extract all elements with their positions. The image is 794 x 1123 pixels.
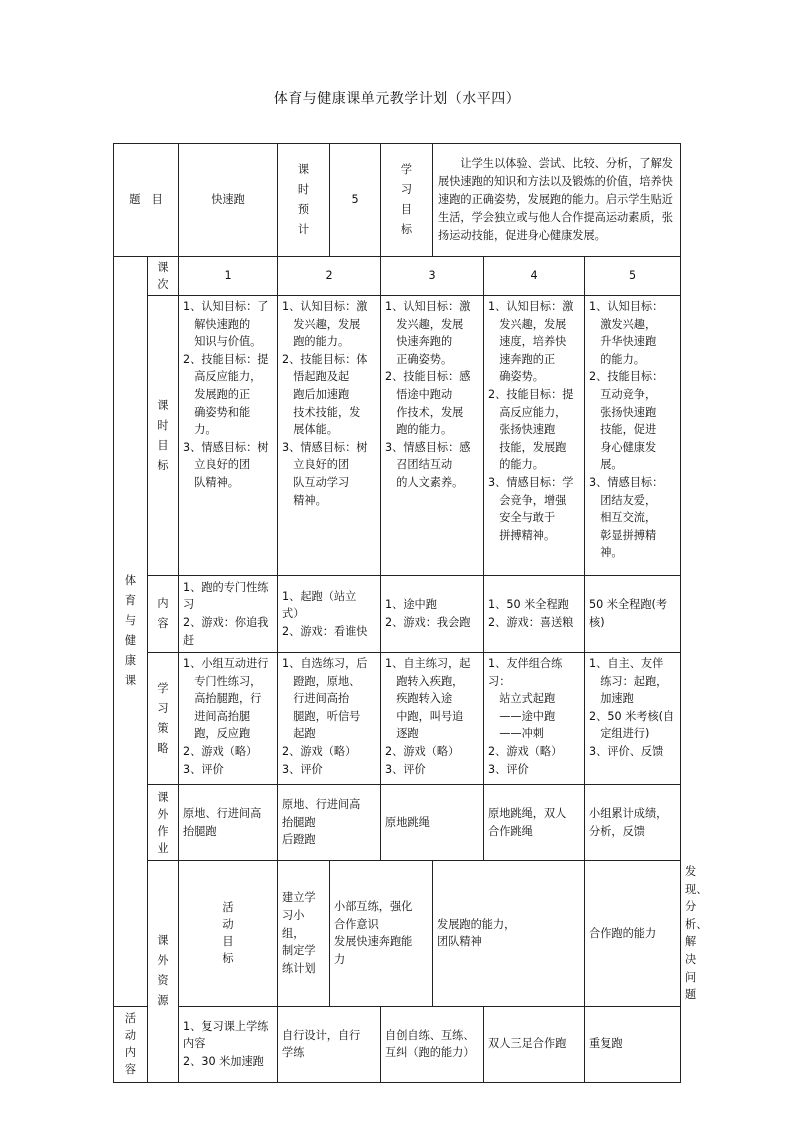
- activity-content-cell: 自创自练、互练、 互纠（跑的能力）: [381, 1006, 484, 1082]
- topic-label: 题 目: [114, 144, 179, 257]
- lesson-number-row: [114, 257, 681, 296]
- lesson-no-cell: 5: [585, 257, 681, 296]
- strategy-cell: 1、自主练习，起 跑转入疾跑， 疾跑转入途 中跑，叫号追 逐跑 2、游戏（略） 3、评价: [381, 653, 484, 785]
- activity-goal-cell: 建立学习小组， 制定学练计划: [278, 861, 330, 1007]
- strategy-cell: 1、小组互动进行 专门性练习， 高抬腿跑，行 进间高抬腿 跑，反应跑 2、游戏（略） 3、评价: [179, 653, 278, 785]
- row-label-content: 内 容: [148, 576, 179, 653]
- topic-value: 快速跑: [179, 144, 278, 257]
- lesson-no-cell: 4: [484, 257, 585, 296]
- lesson-no-cell: 1: [179, 257, 278, 296]
- content-cell: 1、途中跑 2、游戏：我会跑: [381, 576, 484, 653]
- activity-content-cell: 重复跑: [585, 1006, 681, 1082]
- header-row: [114, 144, 681, 257]
- objectives-cell: 1、认知目标：激 发兴趣，发展 跑的能力。 2、技能目标：体 悟起跑及起 跑后加速跑 技术技能，发 展体能。 3、情感目标：树 立良好的团 队互动学习 精神。: [278, 296, 381, 576]
- content-cell: 50 米全程跑(考 核): [585, 576, 681, 653]
- homework-cell: 原地跳绳，双人 合作跳绳: [484, 785, 585, 861]
- row-label-strategy: 学 习 策 略: [148, 653, 179, 785]
- homework-row: [114, 785, 681, 861]
- objectives-cell: 1、认知目标：激 发兴趣，发展 速度，培养快 速奔跑的正 确姿势。 2、技能目标：提 高反应能力， 张扬快速跑 技能，发展跑 的能力。 3、情感目标：学 会竞争，增强 安全与敢于 拼搏精神。: [484, 296, 585, 576]
- hours-value: 5: [330, 144, 381, 257]
- row-label-homework: 课 外 作 业: [148, 785, 179, 861]
- lesson-no-cell: 2: [278, 257, 381, 296]
- section-pe-label: 体 育 与 健 康 课: [114, 257, 148, 1007]
- activity-content-cell: 双人三足合作跑: [484, 1006, 585, 1082]
- objectives-cell: 1、认知目标：了 解快速跑的 知识与价值。 2、技能目标：提 高反应能力， 发展跑的正 确姿势和能 力。 3、情感目标：树 立良好的团 队精神。: [179, 296, 278, 576]
- activity-goal-cell: 小部互练，强化 合作意识 发展快速奔跑能 力: [330, 861, 433, 1007]
- row-label-activity-content: 活 动 内 容: [114, 1006, 148, 1082]
- strategy-cell: 1、自选练习，后 蹬跑，原地、 行进间高抬 腿跑，听信号 起跑 2、游戏（略） 3、评价: [278, 653, 381, 785]
- lesson-no-cell: 3: [381, 257, 484, 296]
- row-label-objectives: 课 时 目 标: [148, 296, 179, 576]
- objectives-row: [114, 296, 681, 576]
- goal-text: 让学生以体验、尝试、比较、分析，了解发展快速跑的知识和方法以及锻炼的价值，培养快速跑的正确姿势，发展跑的能力。启示学生贴近生活，学会独立或与他人合作提高运动素质，张扬运动技能，促进身心健康发展。: [433, 144, 681, 257]
- row-label-lesson-no: 课 次: [148, 257, 179, 296]
- activity-content-cell: 自行设计，自行 学练: [278, 1006, 381, 1082]
- objectives-cell: 1、认知目标： 激发兴趣， 升华快速跑 的能力。 2、技能目标： 互动竞争， 张扬快速跑 技能，促进 身心健康发 展。 3、情感目标： 团结友爱， 相互交流， 彰显拼搏精 神。: [585, 296, 681, 576]
- homework-cell: 原地、行进间高 抬腿跑: [179, 785, 278, 861]
- content-row: [114, 576, 681, 653]
- hours-label: 课 时 预 计: [278, 144, 330, 257]
- document-title: 体育与健康课单元教学计划（水平四）: [273, 91, 521, 107]
- strategy-row: [114, 653, 681, 785]
- row-label-activity-goal: 活 动 目 标: [179, 861, 278, 1007]
- homework-cell: 原地跳绳: [381, 785, 484, 861]
- activity-goal-row: 课 外 资 源 活 动 目 标 建立学习小组， 制定学练计划 小部互练，强化 合作意识 发展快速奔跑能 力 发展跑的能力， 团队精神 合作跑的能力 发现、分析、解 决问题: [114, 861, 681, 1007]
- activity-content-cell: 1、复习课上学练 内容 2、30 米加速跑: [179, 1006, 278, 1082]
- content-cell: 1、跑的专门性练 习 2、游戏：你追我 赶: [179, 576, 278, 653]
- goal-label: 学 习 目 标: [381, 144, 433, 257]
- strategy-cell: 1、友伴组合练习： 站立式起跑 ——途中跑 ——冲刺 2、游戏（略） 3、评价: [484, 653, 585, 785]
- activity-goal-cell: 发展跑的能力， 团队精神: [433, 861, 585, 1007]
- activity-goal-cell: 合作跑的能力: [585, 861, 681, 1007]
- section-resources-label: 课 外 资 源: [148, 861, 179, 1083]
- unit-plan-table: [113, 143, 708, 1083]
- homework-cell: 原地、行进间高 抬腿跑 后蹬跑: [278, 785, 381, 861]
- homework-cell: 小组累计成绩， 分析，反馈: [585, 785, 681, 861]
- content-cell: 1、起跑（站立式） 2、游戏：看谁快: [278, 576, 381, 653]
- content-cell: 1、50 米全程跑 2、游戏：喜送粮: [484, 576, 585, 653]
- objectives-cell: 1、认知目标：激 发兴趣，发展 快速奔跑的 正确姿势。 2、技能目标：感 悟途中跑动 作技术，发展 跑的能力。 3、情感目标：感 召团结互动 的人文素养。: [381, 296, 484, 576]
- strategy-cell: 1、自主、友伴 练习：起跑， 加速跑 2、50 米考核(自 定组进行) 3、评价、反馈: [585, 653, 681, 785]
- activity-content-row: [114, 1006, 681, 1082]
